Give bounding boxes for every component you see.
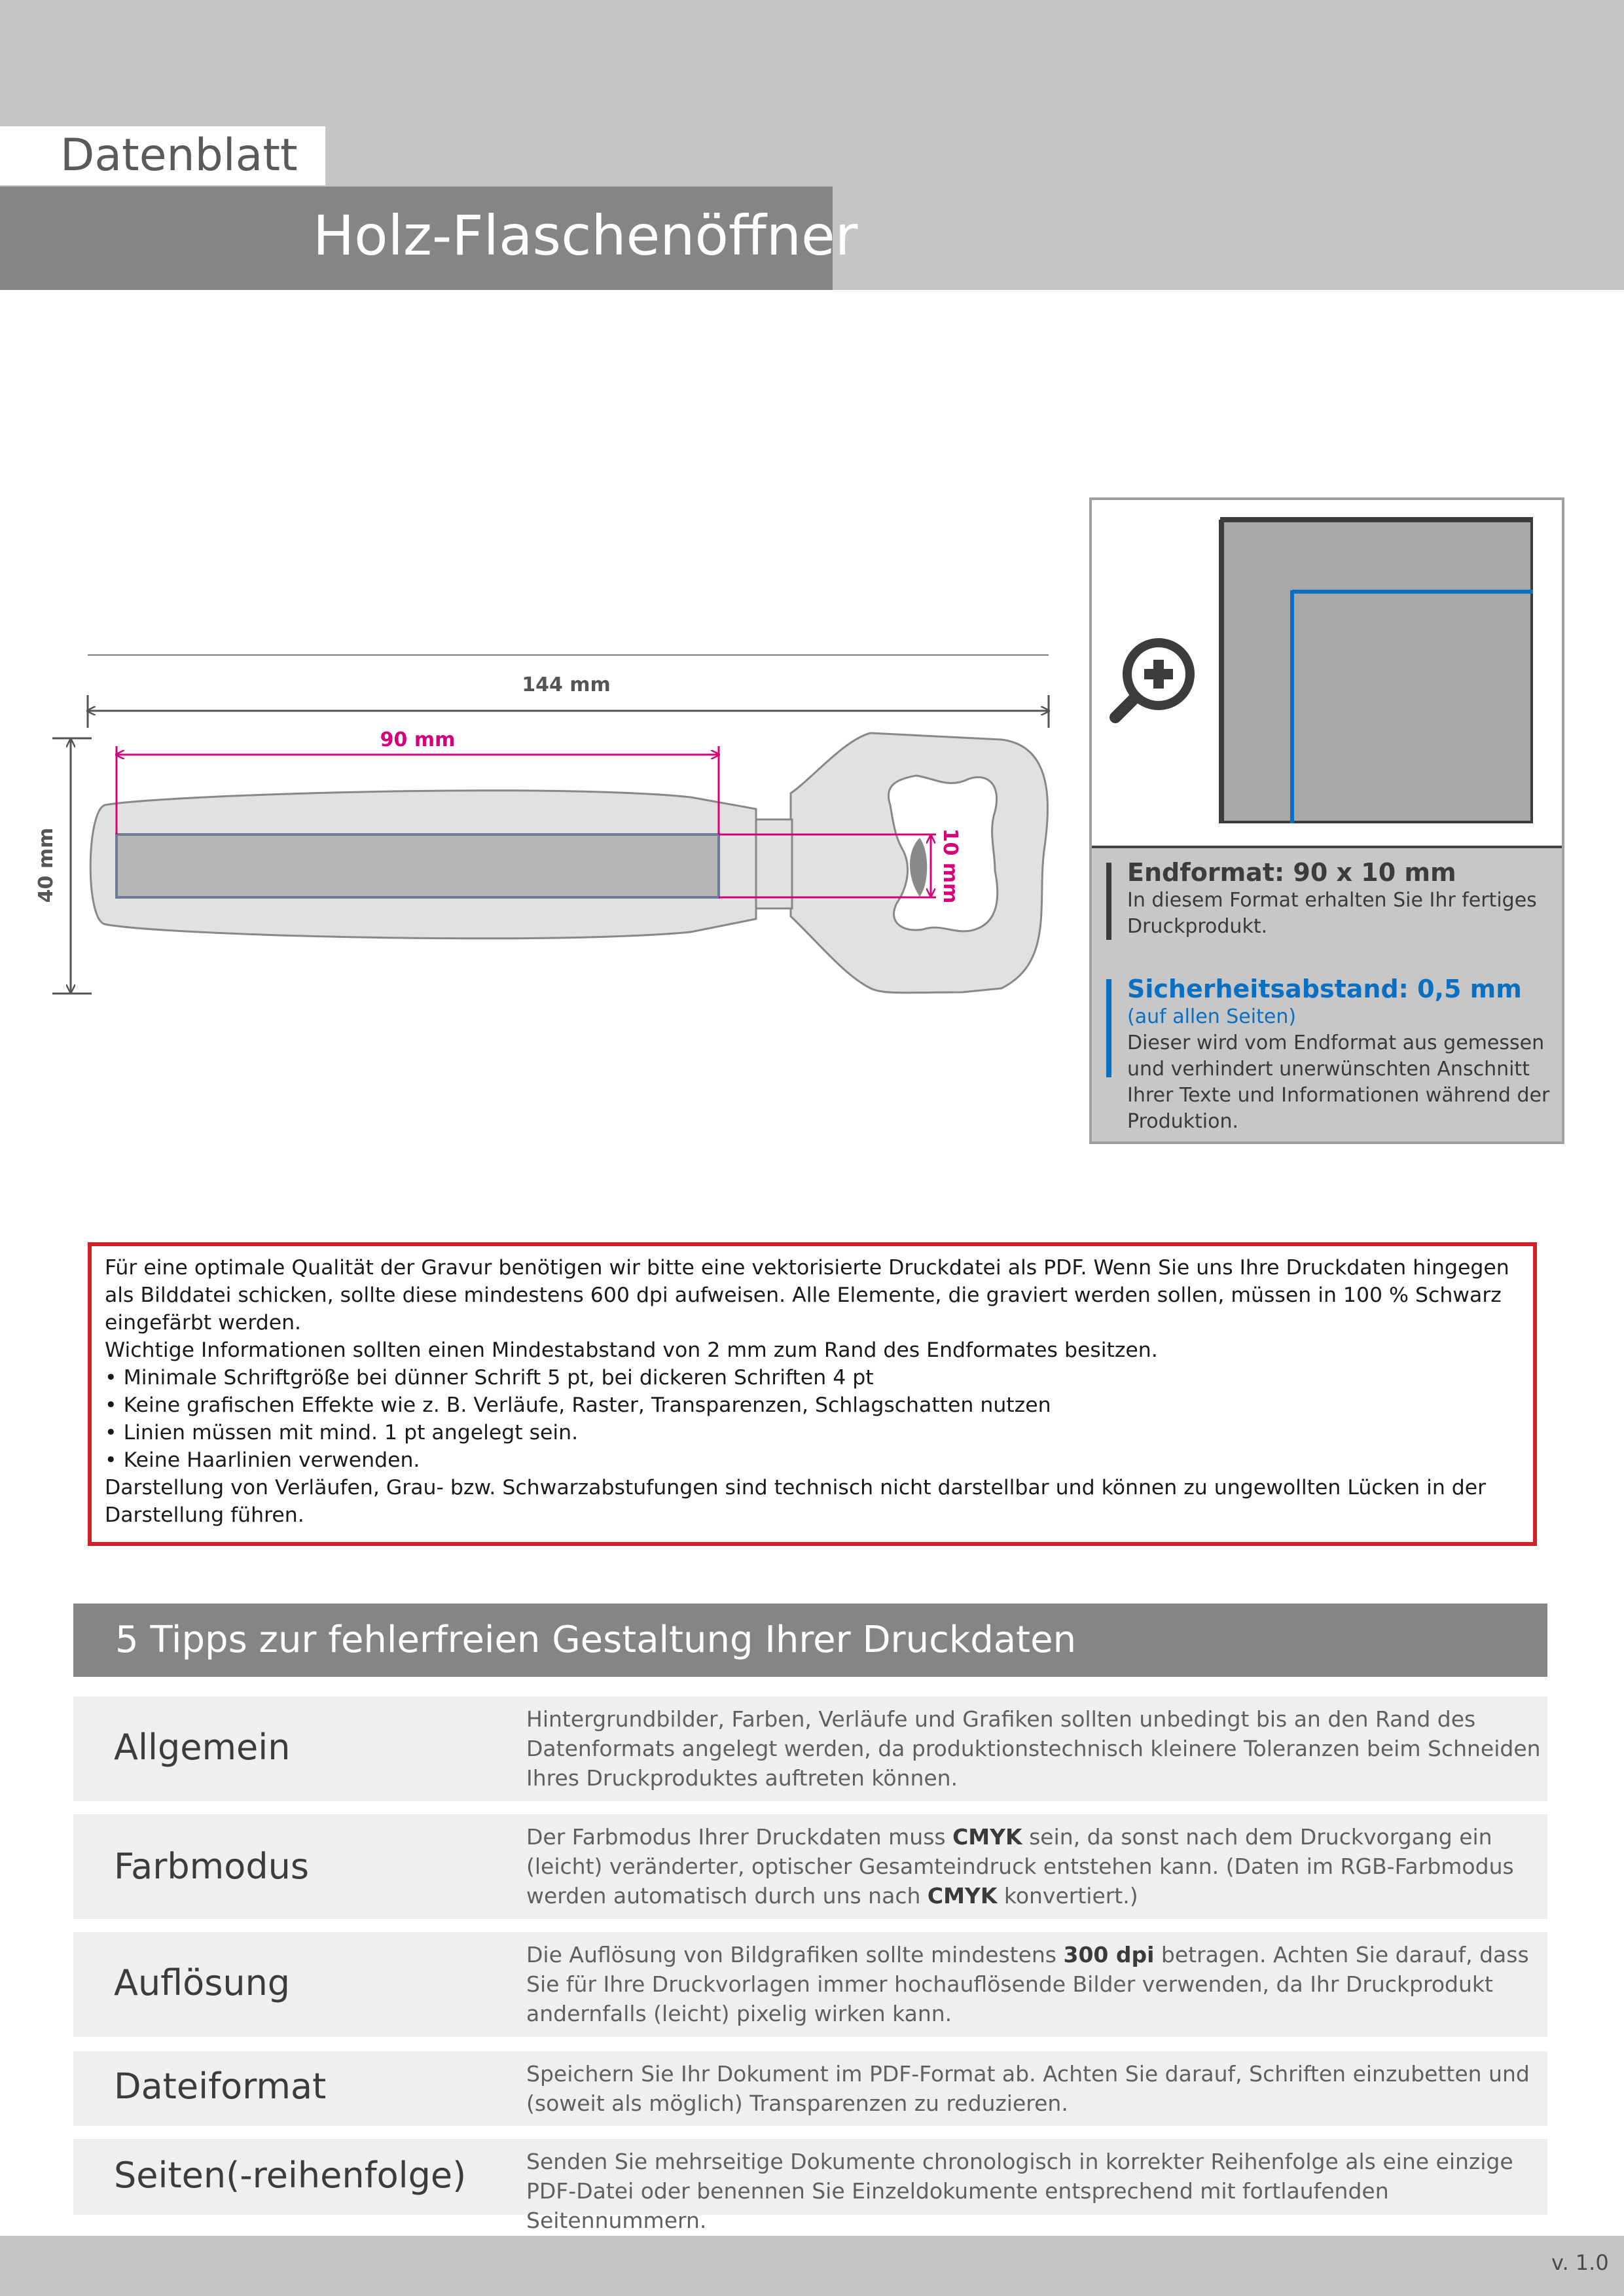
width-dimension-label: 144 mm: [522, 673, 611, 696]
opener-head: [791, 733, 1047, 993]
page-title: Holz-Flaschenöffner: [313, 204, 858, 268]
product-drawing: [33, 655, 1067, 1021]
tip-label: Dateiformat: [114, 2066, 327, 2107]
document-label: Datenblatt: [60, 130, 298, 181]
tips-title: 5 Tipps zur fehlerfreien Gestaltung Ihrer Druckdaten: [115, 1619, 1077, 1661]
safety-heading: Sicherheitsabstand: 0,5 mm: [1127, 975, 1522, 1003]
tip-text: Senden Sie mehrseitige Dokumente chronologisch in korrekter Reihenfolge als eine einzige PDF-Datei oder benennen Sie Einzeldokumente entsprechend mit fortlaufenden Seitennummern.: [526, 2149, 1513, 2233]
tip-label: Farbmodus: [114, 1846, 309, 1887]
tip-text: Hintergrundbilder, Farben, Verläufe und Grafiken sollten unbedingt bis an den Rand des Datenformats angelegt werden, da produktionstechnisch kleinere Toleranzen beim Schneiden Ihres Druckproduktes auftreten können.: [526, 1706, 1541, 1791]
tip-text: Der Farbmodus Ihrer Druckdaten muss CMYK sein, da sonst nach dem Druckvorgang ein (leicht) veränderter, optischer Gesamteindruck entstehen kann. (Daten im RGB-Farbmodus werden automatisch durch uns nach CMYK konvertiert.): [526, 1824, 1514, 1909]
tip-text: Speichern Sie Ihr Dokument im PDF-Format ab. Achten Sie darauf, Schriften einzubetten und (soweit als möglich) Transparenzen zu reduzieren.: [526, 2061, 1530, 2116]
endformat-bar: [1106, 863, 1111, 940]
safety-bar: [1106, 979, 1111, 1077]
tip-label: Seiten(-reihenfolge): [114, 2155, 467, 2196]
notice-line: • Linien müssen mit mind. 1 pt angelegt sein.: [105, 1421, 579, 1444]
notice-line: Darstellung von Verläufen, Grau- bzw. Schwarzabstufungen sind technisch nicht darstellbar und können zu ungewollten Lücken in der Darstellung führen.: [105, 1476, 1487, 1527]
footer-band: [0, 2236, 1624, 2296]
tip-text: Die Auflösung von Bildgrafiken sollte mindestens 300 dpi betragen. Achten Sie darauf, dass Sie für Ihre Druckvorlagen immer hochauflösende Bilder verwenden, da Ihr Druckprodukt andernfalls (leicht) pixelig wirken kann.: [526, 1942, 1529, 2026]
print-width-dimension-label: 90 mm: [380, 728, 456, 751]
height-dimension-label: 40 mm: [35, 827, 58, 903]
tip-row-dateiformat: [73, 2051, 1547, 2126]
tip-row-allgemein: [73, 1696, 1547, 1801]
tip-label: Allgemein: [114, 1727, 291, 1768]
safety-description: Dieser wird vom Endformat aus gemessen und verhindert unerwünschten Anschnitt Ihrer Texte und Informationen während der Produktion.: [1127, 1031, 1550, 1133]
notice-line: • Keine Haarlinien verwenden.: [105, 1448, 420, 1472]
endformat-block: [1106, 857, 1558, 942]
print-height-dimension-label: 10 mm: [939, 828, 962, 904]
tip-row-seiten: [73, 2139, 1547, 2233]
tip-label: Auflösung: [114, 1962, 291, 2003]
endformat-description: In diesem Format erhalten Sie Ihr fertiges Druckprodukt.: [1127, 889, 1537, 938]
zoom-in-icon: [1115, 643, 1190, 717]
notice-line: Wichtige Informationen sollten einen Mindestabstand von 2 mm zum Rand des Endformates besitzen.: [105, 1338, 1158, 1362]
zoom-detail-illustration: [1092, 500, 1562, 843]
magnified-corner: [1223, 521, 1532, 822]
print-area: [117, 834, 719, 897]
safety-subheading: (auf allen Seiten): [1127, 1005, 1297, 1028]
tip-row-farbmodus: [73, 1814, 1547, 1919]
notice-line: Für eine optimale Qualität der Gravur benötigen wir bitte eine vektorisierte Druckdatei als PDF. Wenn Sie uns Ihre Druckdaten hingegen als Bilddatei schicken, sollte diese mindestens 600 dpi aufweisen. Alle Elemente, die graviert werden sollen, müssen in 100 % Schwarz eingefärbt werden.: [105, 1256, 1509, 1335]
tip-row-aufloesung: [73, 1932, 1547, 2037]
version-label: v. 1.0: [1551, 2250, 1609, 2275]
safety-block: [1106, 974, 1558, 1138]
endformat-heading: Endformat: 90 x 10 mm: [1127, 858, 1456, 887]
notice-line: • Minimale Schriftgröße bei dünner Schrift 5 pt, bei dickeren Schriften 4 pt: [105, 1366, 874, 1390]
engraving-notice-text: [105, 1254, 1525, 1529]
notice-line: • Keine grafischen Effekte wie z. B. Verläufe, Raster, Transparenzen, Schlagschatten nutzen: [105, 1393, 1051, 1417]
